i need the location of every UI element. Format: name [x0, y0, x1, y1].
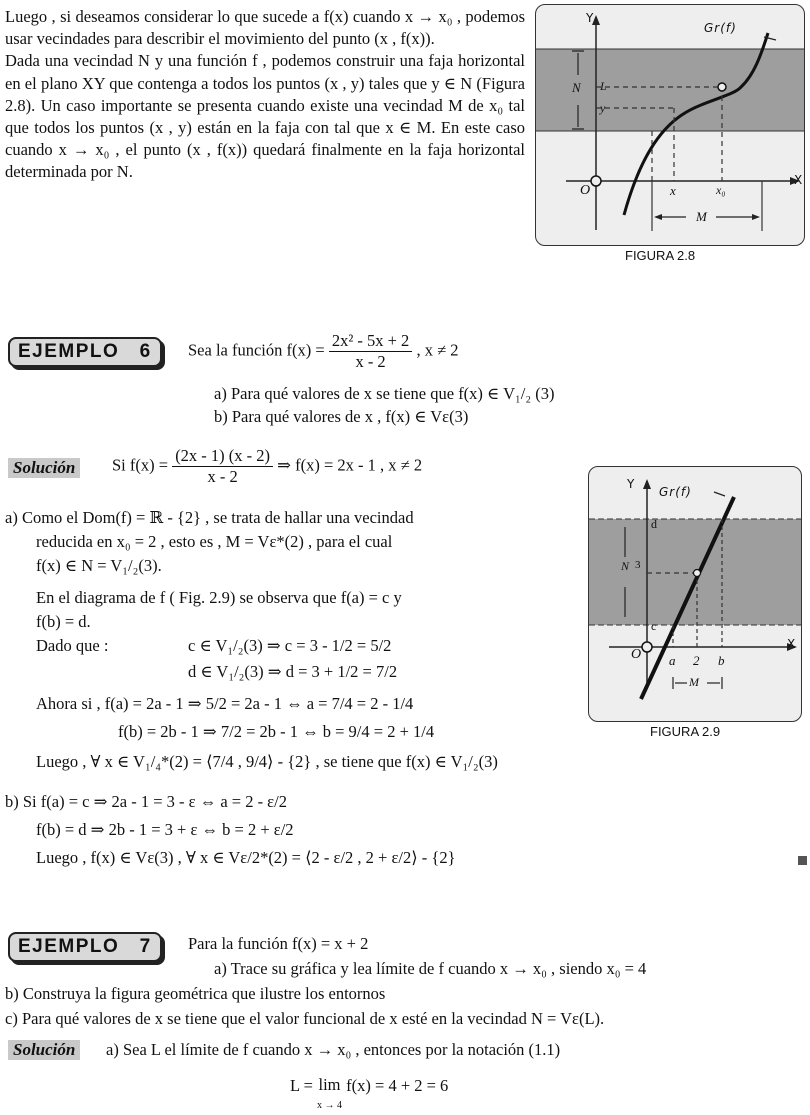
example-7-lead: Para la función f(x) = x + 2 — [188, 934, 369, 953]
example-7-question-c: c) Para qué valores de x se tiene que el valor funcional de x esté en la vecindad N = Vε(L). — [5, 1009, 605, 1028]
fig8-x0-label: x₀ — [716, 183, 726, 197]
solution-6-luego-a: Luego , ∀ x ∈ V₁/₄*(2) = ⟨7/4 , 9/4⟩ - {2} , se tiene que f(x) ∈ V₁/₂(3) — [36, 752, 498, 771]
solution-7-lim-word: lim — [318, 1075, 341, 1094]
end-of-proof-square — [798, 856, 807, 865]
fig8-N-label: N — [572, 80, 581, 95]
fig9-M-label: M — [689, 675, 699, 689]
example-7-badge — [8, 932, 162, 962]
fig8-x-label: x — [670, 183, 676, 198]
solution-6-b-line2: f(b) = d ⇒ 2b - 1 = 3 + ε ⇔ b = 2 + ε/2 — [36, 820, 294, 839]
fig9-c-label: c — [651, 619, 657, 633]
solution-7-label: Solución — [8, 1040, 80, 1060]
fig8-x-axis-label: X — [794, 173, 803, 187]
fig8-origin-label: O — [580, 183, 591, 198]
solution-6-a-line1: a) Como el Dom(f) = ℝ - {2} , se trata de hallar una vecindad — [5, 508, 414, 527]
example-6-question-a: a) Para qué valores de x se tiene que f(x) ∈ V₁/₂ (3) — [214, 384, 555, 403]
solution-6-a-line5: f(b) = d. — [36, 612, 91, 631]
fig8-curve-label: Gr(f) — [704, 21, 737, 35]
example-6-lead: Sea la función f(x) = — [188, 340, 325, 360]
fig9-N-label: N — [621, 559, 630, 573]
solution-6-b-line1: b) Si f(a) = c ⇒ 2a - 1 = 3 - ε ⇔ a = 2 - ε/2 — [5, 792, 287, 811]
fig9-b-label: b — [718, 653, 725, 668]
fig9-origin-label: O — [631, 647, 642, 662]
example-6-fraction — [329, 331, 413, 372]
fig9-d-label: d — [651, 517, 657, 531]
solution-6-d-equation: d ∈ V₁/₂(3) ⇒ d = 3 + 1/2 = 7/2 — [188, 662, 398, 681]
example-7-question-a: a) Trace su gráfica y lea límite de f cuando x → x₀ , siendo x₀ = 4 — [214, 959, 647, 978]
solution-7-limit-rhs: f(x) = 4 + 2 = 6 — [346, 1076, 449, 1095]
solution-6-a-line2: reducida en x₀ = 2 , esto es , M = Vε*(2) , para el cual — [36, 532, 393, 551]
example-7-badge-number: 7 — [139, 936, 152, 957]
solution-6-a-line3: f(x) ∈ N = V₁/₂(3). — [36, 556, 162, 575]
fig8-y-axis-label: Y — [586, 11, 594, 25]
example-7-question-b: b) Construya la figura geométrica que ilustre los entornos — [5, 984, 386, 1003]
example-6-question-b: b) Para qué valores de x , f(x) ∈ Vε(3) — [214, 407, 469, 426]
fig8-y-label: y — [600, 101, 606, 115]
solution-6-c-equation: c ∈ V₁/₂(3) ⇒ c = 3 - 1/2 = 5/2 — [188, 636, 392, 655]
fig9-2-label: 2 — [693, 653, 700, 668]
fig9-curve-label: Gr(f) — [659, 485, 692, 499]
intro-paragraph-1: Luego , si deseamos considerar lo que sucede a f(x) cuando x → x₀ , podemos usar vecindades para describir el movimiento del punto (x , f(x)). — [5, 7, 525, 49]
figure-2-8-graph — [536, 5, 804, 245]
solution-6-label: Solución — [8, 458, 80, 478]
solution-6-b-line3: Luego , f(x) ∈ Vε(3) , ∀ x ∈ Vε/2*(2) = ⟨2 - ε/2 , 2 + ε/2⟩ - {2} — [36, 848, 456, 867]
solution-6-ahora-line1: Ahora si , f(a) = 2a - 1 ⇒ 5/2 = 2a - 1 ⇔ a = 7/4 = 2 - 1/4 — [36, 694, 414, 713]
example-6-function — [188, 331, 459, 372]
example-6-badge-word: EJEMPLO — [18, 341, 120, 362]
solution-6-ahora-line2: f(b) = 2b - 1 ⇒ 7/2 = 2b - 1 ⇔ b = 9/4 = 2 + 1/4 — [118, 722, 435, 741]
solution-6-dado: Dado que : — [36, 636, 109, 655]
solution-6-a-line4: En el diagrama de f ( Fig. 2.9) se observa que f(a) = c y — [36, 588, 402, 607]
intro-paragraph-2: Dada una vecindad N y una función f , podemos construir una faja horizontal en el plano XY que contenga a todos los puntos (x , y) tales que y ∈ N (Figura 2.8). Un caso importante se presenta cuando existe una vecindad M de x₀ tal que todos los puntos (x , y) están en la faja con tal que x ∈ M. En este caso cuando x → x₀ , el punto (x , f(x)) quedará finalmente en la faja horizontal determinada por N. — [5, 51, 525, 182]
solution-7-a-text: a) Sea L el límite de f cuando x → x₀ , entonces por la notación (1.1) — [106, 1040, 561, 1059]
fig8-M-label: M — [696, 209, 707, 224]
example-6-badge-number: 6 — [139, 341, 152, 362]
solution-6-fraction — [172, 446, 273, 487]
solution-6-result: ⇒ f(x) = 2x - 1 , x ≠ 2 — [277, 455, 423, 475]
figure-2-8-caption: FIGURA 2.8 — [625, 248, 696, 263]
solution-6-si: Si f(x) = — [112, 455, 169, 475]
solution-7-limit-lhs: L = — [290, 1076, 313, 1095]
figure-2-8 — [535, 4, 805, 246]
fig9-a-label: a — [669, 653, 676, 668]
figure-2-9-caption: FIGURA 2.9 — [650, 724, 721, 739]
solution-6-numerator: (2x - 1) (x - 2) — [172, 446, 273, 467]
solution-7-limit — [290, 1076, 448, 1115]
example-6-badge — [8, 337, 162, 367]
fig9-x-axis-label: X — [787, 637, 796, 651]
solution-6-denominator: x - 2 — [207, 467, 238, 486]
example-6-numerator: 2x² - 5x + 2 — [329, 331, 413, 352]
example-6-denominator: x - 2 — [355, 352, 386, 371]
example-6-condition: , x ≠ 2 — [416, 340, 459, 360]
example-7-badge-word: EJEMPLO — [18, 936, 120, 957]
solution-6-statement — [112, 446, 422, 487]
solution-7-limit-operator — [317, 1076, 342, 1115]
solution-7-lim-subscript: x → 4 — [317, 1100, 343, 1111]
fig9-3-label: 3 — [635, 559, 641, 571]
fig9-y-axis-label: Y — [627, 477, 635, 491]
fig8-L-label: L — [600, 79, 607, 93]
figure-2-9 — [588, 466, 802, 722]
